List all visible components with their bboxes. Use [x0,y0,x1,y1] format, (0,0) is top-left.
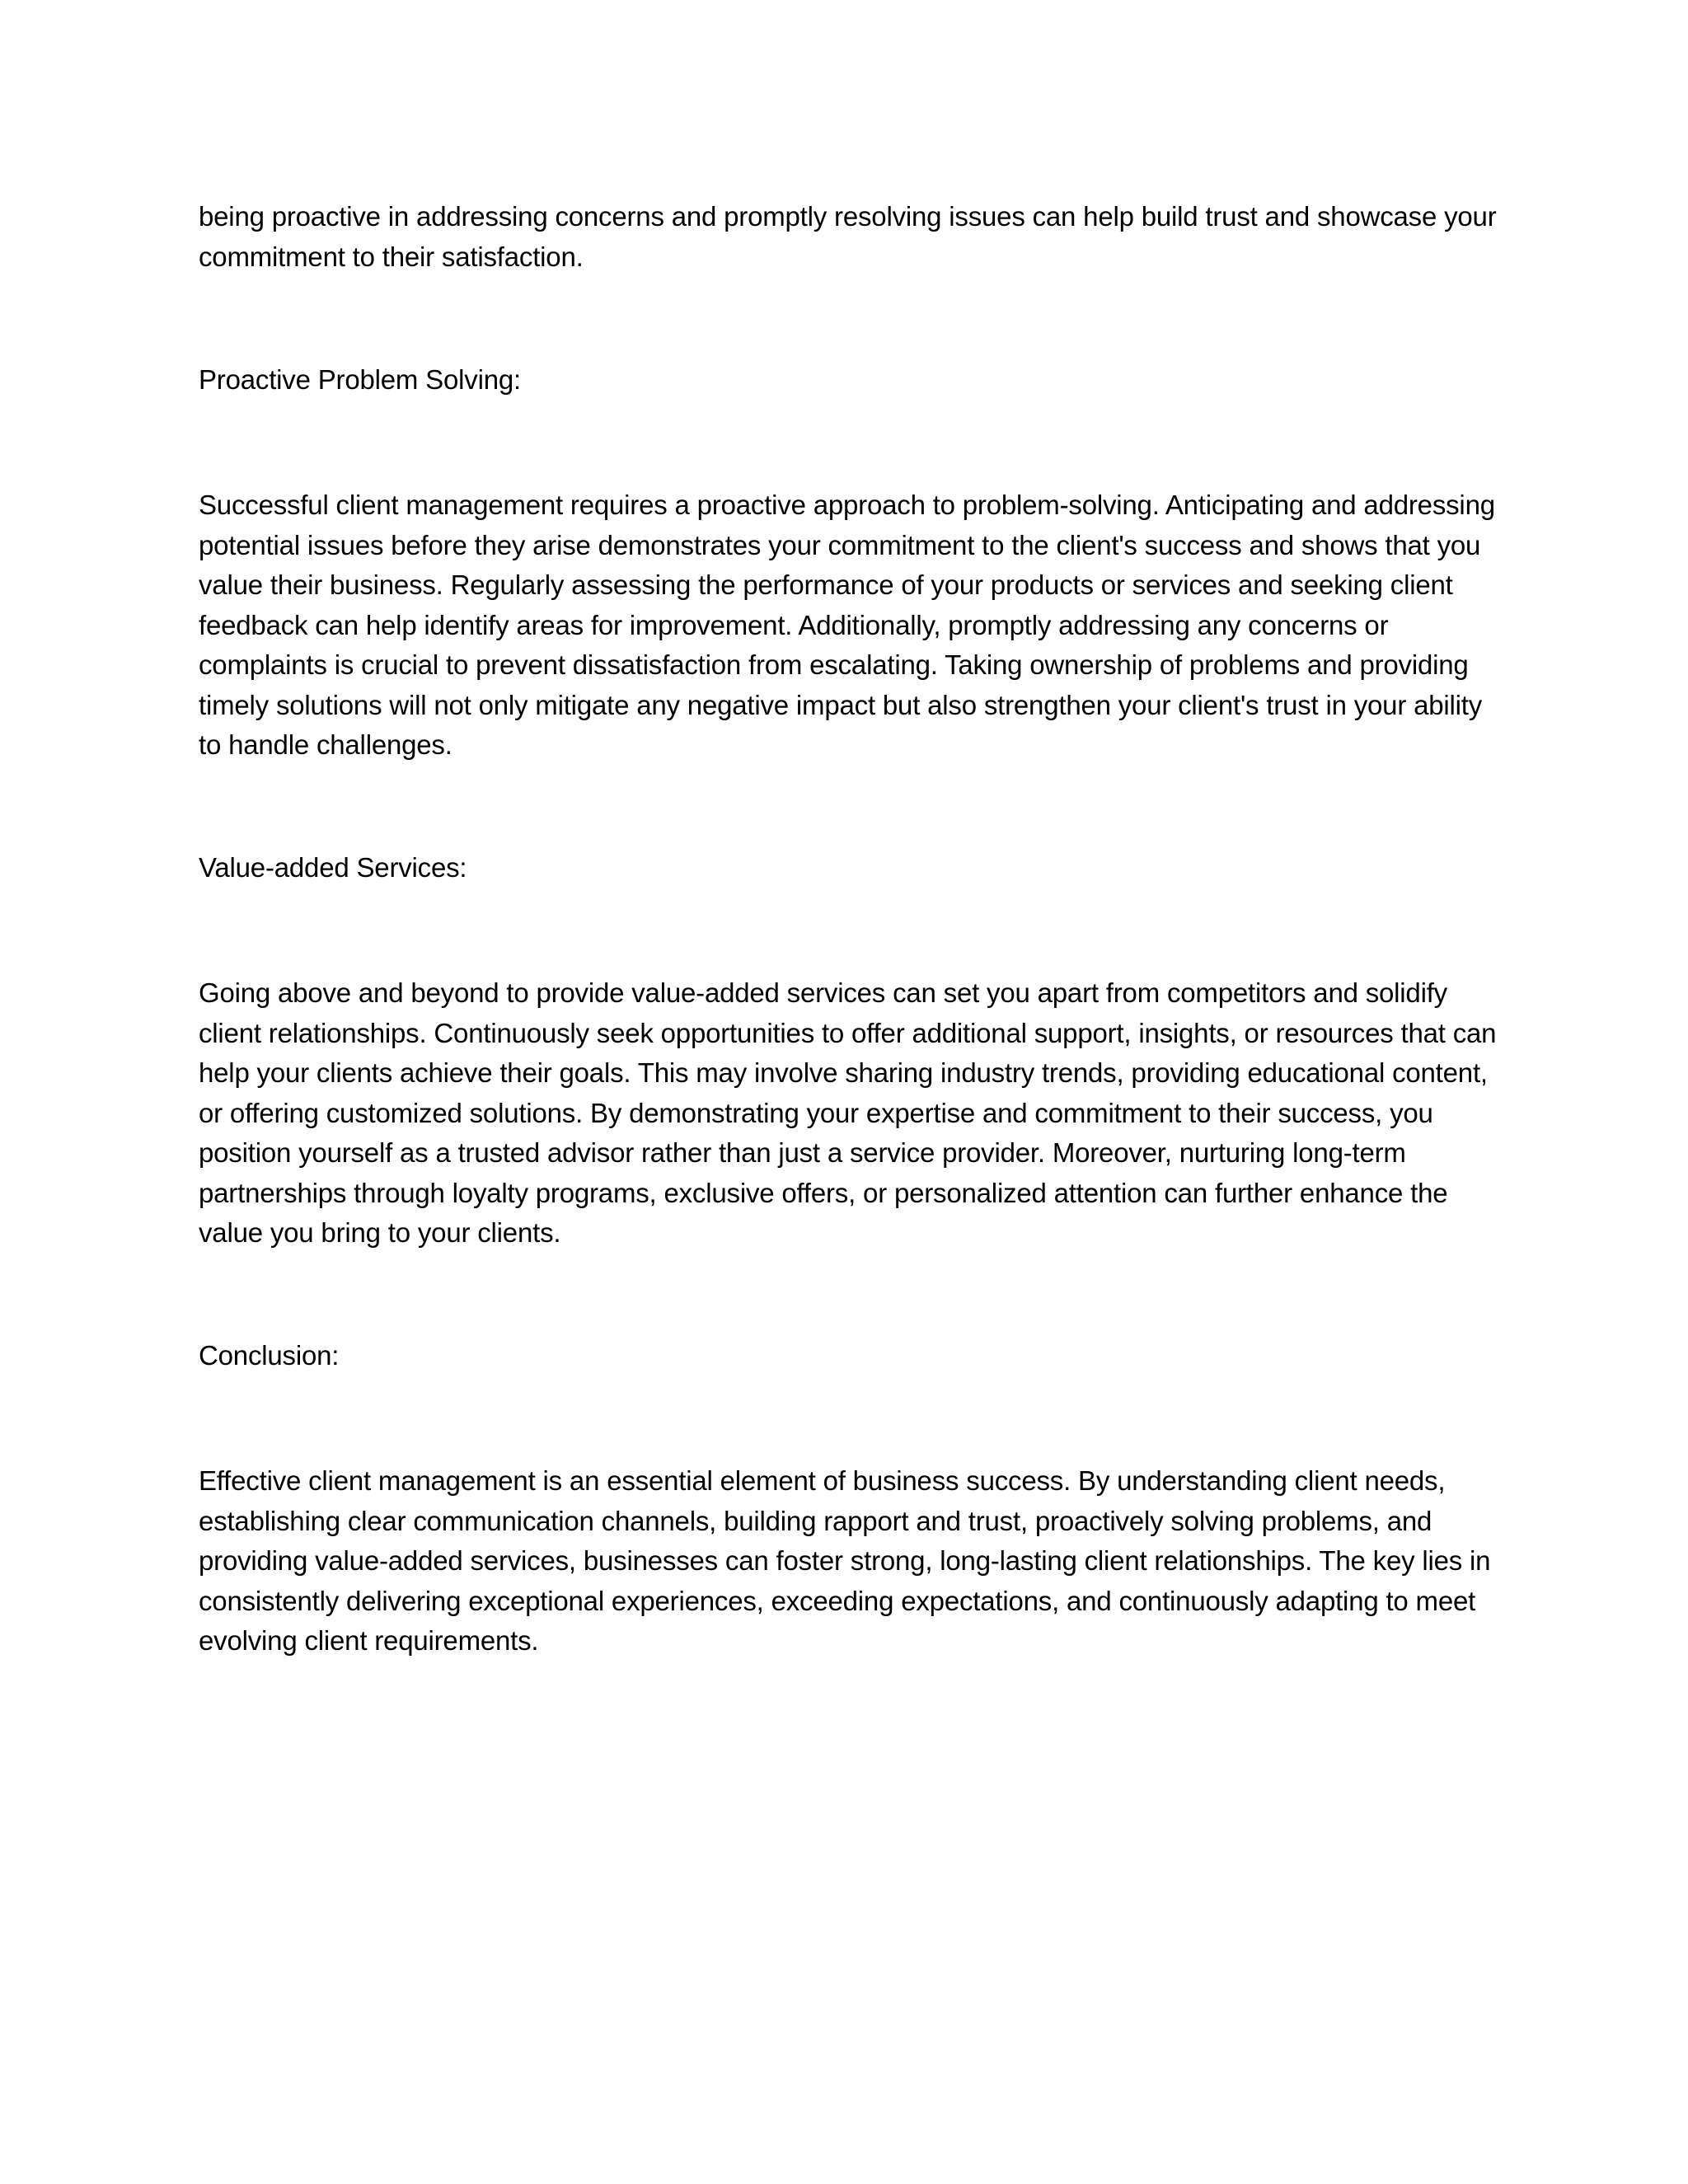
section-heading-conclusion: Conclusion: [199,1340,340,1371]
section-body-value-added-services: Going above and beyond to provide value-added services can set you apart from competitors and solidify client relationships. Continuously seek opportunities to offer additional support, insights, or resources that can help your clients achieve their goals. This may involve sharing industry trends, providing educational content, or offering customized solutions. By demonstrating your expertise and commitment to their success, you position yourself as a trusted advisor rather than just a service provider. Moreover, nurturing long-term partnerships through loyalty programs, exclusive offers, or personalized attention can further enhance the value you bring to your clients. [199,977,1497,1248]
section-body-proactive-problem-solving: Successful client management requires a proactive approach to problem-solving. Anticipating and addressing potential issues before they arise demonstrates your commitment to the client's success and shows that you value their business. Regularly assessing the performance of your products or services and seeking client feedback can help identify areas for improvement. Additionally, promptly addressing any concerns or complaints is crucial to prevent dissatisfaction from escalating. Taking ownership of problems and providing timely solutions will not only mitigate any negative impact but also strengthen your client's trust in your ability to handle challenges. [199,490,1495,760]
section-heading-value-added-services: Value-added Services: [199,852,467,883]
section-heading-proactive-problem-solving: Proactive Problem Solving: [199,364,521,395]
intro-paragraph: being proactive in addressing concerns and promptly resolving issues can help build trust and showcase your commitment to their satisfaction. [199,201,1497,272]
section-body-conclusion: Effective client management is an essential element of business success. By understanding client needs, establishing clear communication channels, building rapport and trust, proactively solving problems, and providing value-added services, businesses can foster strong, long-lasting client relationships. The key lies in consistently delivering exceptional experiences, exceeding expectations, and continuously adapting to meet evolving client requirements. [199,1465,1491,1656]
